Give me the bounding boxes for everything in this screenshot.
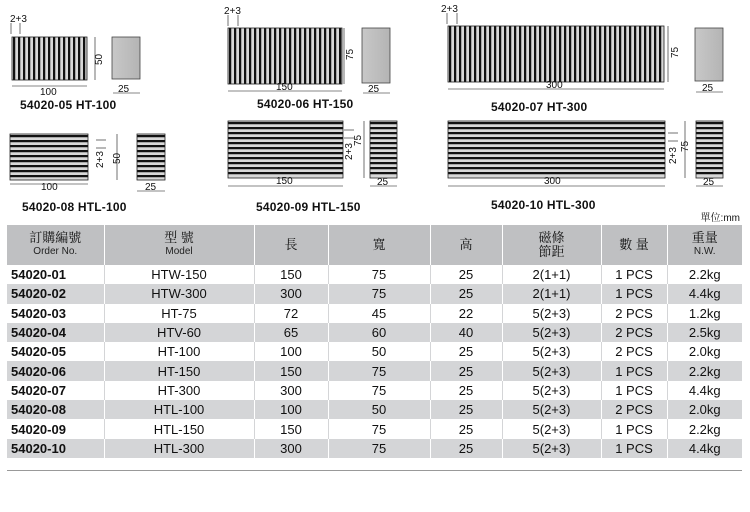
cell-width: 75 <box>328 361 430 380</box>
diagram-ht100 <box>10 14 140 98</box>
pitch-label: 2+3 <box>10 14 27 25</box>
cell-order-no: 54020-07 <box>7 381 104 400</box>
diagram-caption: 54020-07 HT-300 <box>491 100 588 114</box>
pitch-label: 2+3 <box>441 4 458 15</box>
side-view-block <box>362 28 390 83</box>
cell-height: 25 <box>430 342 502 361</box>
cell-order-no: 54020-01 <box>7 265 104 284</box>
cell-length: 150 <box>254 419 328 438</box>
table-row <box>7 323 742 342</box>
cell-height: 25 <box>430 361 502 380</box>
table-row <box>7 419 742 438</box>
cell-model: HTW-150 <box>104 265 254 284</box>
cell-pole-pitch: 2(1+1) <box>502 284 601 303</box>
diagram-htl100 <box>10 134 165 193</box>
pitch-label: 2+3 <box>95 151 106 168</box>
cell-height: 25 <box>430 284 502 303</box>
table-row <box>7 381 742 400</box>
diagram-ht300 <box>441 4 723 94</box>
horizontal-stripe-block <box>10 134 88 180</box>
cell-pole-pitch: 5(2+3) <box>502 419 601 438</box>
pitch-label: 2+3 <box>668 147 679 164</box>
width-label: 25 <box>703 177 715 188</box>
cell-quantity: 2 PCS <box>601 400 667 419</box>
diagram-htl300 <box>448 121 723 188</box>
cell-pole-pitch: 5(2+3) <box>502 400 601 419</box>
cell-weight: 4.4kg <box>667 381 742 400</box>
side-view-block <box>695 28 723 81</box>
cell-weight: 4.4kg <box>667 284 742 303</box>
diagram-htl150 <box>228 121 397 188</box>
cell-quantity: 2 PCS <box>601 342 667 361</box>
pitch-label: 2+3 <box>344 143 355 160</box>
cell-quantity: 1 PCS <box>601 265 667 284</box>
cell-width: 45 <box>328 304 430 323</box>
table-header-row <box>7 225 742 265</box>
cell-order-no: 54020-02 <box>7 284 104 303</box>
cell-order-no: 54020-10 <box>7 439 104 458</box>
cell-model: HT-100 <box>104 342 254 361</box>
header-quantity: 數 量 <box>601 225 667 265</box>
table-row <box>7 284 742 303</box>
cell-weight: 2.2kg <box>667 265 742 284</box>
cell-quantity: 1 PCS <box>601 439 667 458</box>
horizontal-stripe-block <box>448 121 665 178</box>
header-width: 寬 <box>328 225 430 265</box>
cell-weight: 2.0kg <box>667 400 742 419</box>
cell-width: 60 <box>328 323 430 342</box>
cell-width: 75 <box>328 265 430 284</box>
cell-length: 100 <box>254 400 328 419</box>
side-stripe-block <box>370 121 397 178</box>
side-stripe-block <box>696 121 723 178</box>
cell-width: 75 <box>328 419 430 438</box>
length-label: 150 <box>276 82 293 93</box>
cell-weight: 2.5kg <box>667 323 742 342</box>
side-stripe-block <box>137 134 165 180</box>
cell-pole-pitch: 5(2+3) <box>502 304 601 323</box>
width-label: 25 <box>702 83 714 94</box>
cell-model: HT-75 <box>104 304 254 323</box>
diagram-caption: 54020-09 HTL-150 <box>256 200 361 214</box>
header-pole-pitch: 磁條 節距 <box>502 225 601 265</box>
table-row <box>7 400 742 419</box>
side-view-block <box>112 37 140 79</box>
cell-height: 22 <box>430 304 502 323</box>
cell-pole-pitch: 2(1+1) <box>502 265 601 284</box>
length-label: 100 <box>40 87 57 98</box>
length-label: 300 <box>544 176 561 187</box>
cell-length: 300 <box>254 439 328 458</box>
cell-pole-pitch: 5(2+3) <box>502 439 601 458</box>
cell-height: 25 <box>430 419 502 438</box>
cell-pole-pitch: 5(2+3) <box>502 342 601 361</box>
diagram-caption: 54020-08 HTL-100 <box>22 200 127 214</box>
header-length: 長 <box>254 225 328 265</box>
product-diagrams <box>0 0 750 230</box>
cell-length: 65 <box>254 323 328 342</box>
cell-pole-pitch: 5(2+3) <box>502 381 601 400</box>
height-label: 75 <box>680 140 691 152</box>
width-label: 25 <box>118 84 130 95</box>
cell-height: 25 <box>430 381 502 400</box>
header-model: 型 號 Model <box>104 225 254 265</box>
cell-order-no: 54020-09 <box>7 419 104 438</box>
cell-height: 25 <box>430 265 502 284</box>
cell-model: HTL-100 <box>104 400 254 419</box>
table-bottom-rule <box>7 470 742 471</box>
cell-weight: 1.2kg <box>667 304 742 323</box>
cell-order-no: 54020-05 <box>7 342 104 361</box>
cell-weight: 2.2kg <box>667 361 742 380</box>
width-label: 25 <box>368 84 380 95</box>
height-label: 75 <box>353 134 364 146</box>
cell-quantity: 2 PCS <box>601 304 667 323</box>
cell-quantity: 1 PCS <box>601 361 667 380</box>
cell-weight: 2.2kg <box>667 419 742 438</box>
vertical-stripe-block <box>448 26 664 82</box>
width-label: 25 <box>145 182 157 193</box>
table-row <box>7 439 742 458</box>
height-label: 75 <box>670 46 681 58</box>
cell-quantity: 1 PCS <box>601 284 667 303</box>
cell-pole-pitch: 5(2+3) <box>502 323 601 342</box>
diagram-ht150 <box>224 6 390 95</box>
horizontal-stripe-block <box>228 121 343 178</box>
cell-width: 75 <box>328 439 430 458</box>
cell-height: 25 <box>430 439 502 458</box>
diagram-caption: 54020-05 HT-100 <box>20 98 117 112</box>
table-row <box>7 342 742 361</box>
header-order-no: 訂購編號 Order No. <box>7 225 104 265</box>
table-row <box>7 265 742 284</box>
cell-length: 72 <box>254 304 328 323</box>
cell-length: 150 <box>254 265 328 284</box>
cell-model: HT-150 <box>104 361 254 380</box>
cell-model: HTL-150 <box>104 419 254 438</box>
cell-width: 50 <box>328 400 430 419</box>
cell-height: 40 <box>430 323 502 342</box>
table-row <box>7 304 742 323</box>
height-label: 75 <box>345 48 356 60</box>
cell-order-no: 54020-03 <box>7 304 104 323</box>
vertical-stripe-block <box>12 37 87 80</box>
cell-model: HT-300 <box>104 381 254 400</box>
pitch-label: 2+3 <box>224 6 241 17</box>
cell-quantity: 1 PCS <box>601 381 667 400</box>
length-label: 300 <box>546 80 563 91</box>
length-label: 150 <box>276 176 293 187</box>
header-weight: 重量 N.W. <box>667 225 742 265</box>
cell-weight: 4.4kg <box>667 439 742 458</box>
vertical-stripe-block <box>228 28 342 84</box>
cell-weight: 2.0kg <box>667 342 742 361</box>
cell-quantity: 2 PCS <box>601 323 667 342</box>
cell-length: 300 <box>254 381 328 400</box>
width-label: 25 <box>377 177 389 188</box>
cell-length: 100 <box>254 342 328 361</box>
height-label: 50 <box>94 53 105 65</box>
cell-quantity: 1 PCS <box>601 419 667 438</box>
cell-order-no: 54020-08 <box>7 400 104 419</box>
diagram-caption: 54020-10 HTL-300 <box>491 198 596 212</box>
cell-order-no: 54020-06 <box>7 361 104 380</box>
length-label: 100 <box>41 182 58 193</box>
cell-model: HTW-300 <box>104 284 254 303</box>
header-height: 高 <box>430 225 502 265</box>
cell-height: 25 <box>430 400 502 419</box>
diagram-caption: 54020-06 HT-150 <box>257 97 354 111</box>
table-row <box>7 361 742 380</box>
cell-width: 50 <box>328 342 430 361</box>
spec-table <box>7 225 742 458</box>
cell-width: 75 <box>328 381 430 400</box>
cell-order-no: 54020-04 <box>7 323 104 342</box>
cell-width: 75 <box>328 284 430 303</box>
cell-length: 150 <box>254 361 328 380</box>
cell-pole-pitch: 5(2+3) <box>502 361 601 380</box>
unit-label: 單位:mm <box>700 213 740 224</box>
cell-length: 300 <box>254 284 328 303</box>
cell-model: HTL-300 <box>104 439 254 458</box>
cell-model: HTV-60 <box>104 323 254 342</box>
height-label: 50 <box>112 152 123 164</box>
